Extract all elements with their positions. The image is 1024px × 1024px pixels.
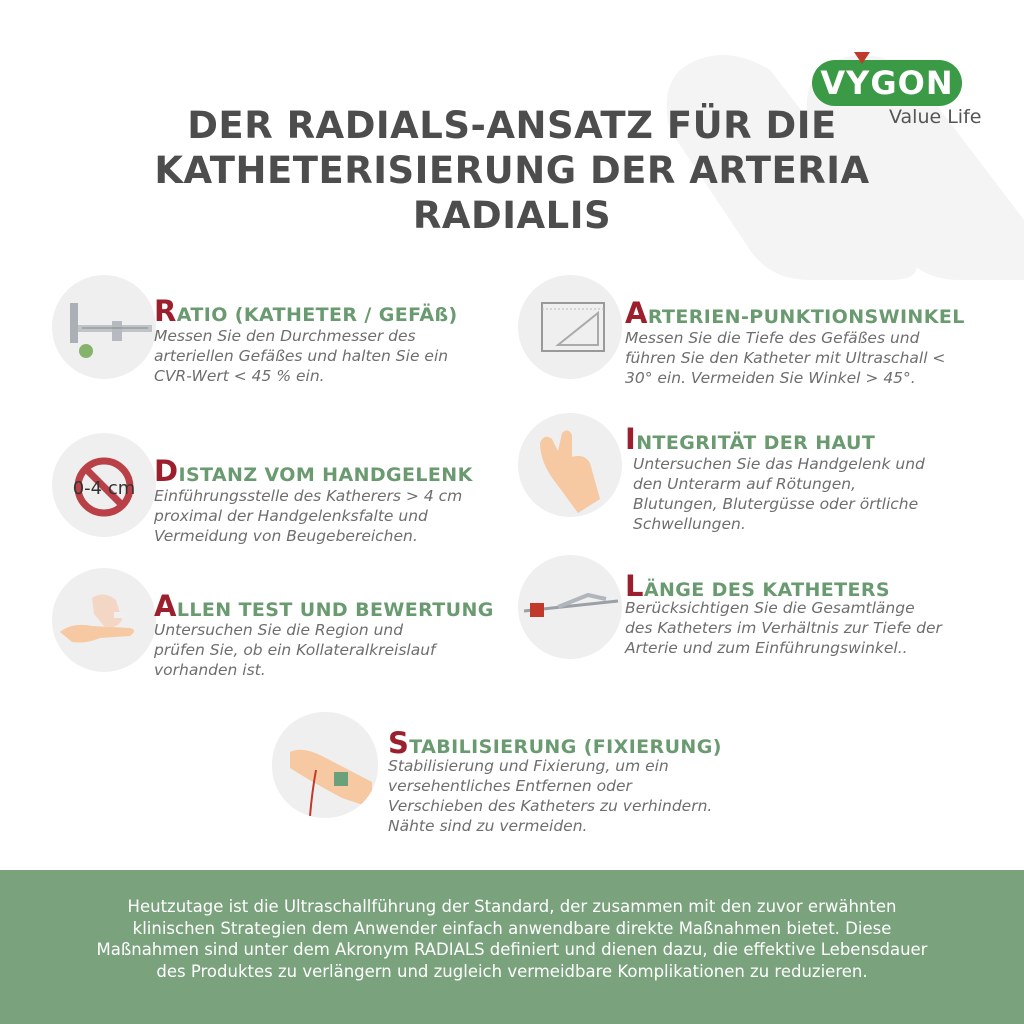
arterien-title: [625, 296, 965, 330]
arm-catheter-icon: [272, 712, 378, 818]
integritaet-title: [625, 422, 875, 456]
ruler-triangle-icon: [518, 275, 622, 379]
distanz-title-text: ISTANZ VOM HANDGELENK: [178, 464, 473, 486]
logo-tagline: Value Life: [889, 106, 982, 128]
catheter-icon: [518, 555, 622, 659]
distanz-description: Einführungsstelle des Katherers > 4 cm proximal der Handgelenksfalte und Vermeidung von Beugebereichen.: [154, 487, 463, 545]
ratio-description: Messen Sie den Durchmesser des arteriellen Gefäßes und halten Sie ein CVR-Wert < 45 % ein.: [154, 327, 449, 385]
arterien-description: Messen Sie die Tiefe des Gefäßes und führen Sie den Katheter mit Ultraschall < 30° ein. Vermeiden Sie Winkel > 45°.: [625, 329, 946, 387]
ratio-title: [154, 294, 458, 328]
no-0-4cm-icon: [52, 433, 156, 537]
integritaet-title-text: NTEGRITÄT DER HAUT: [636, 432, 876, 454]
laenge-description: Berücksichtigen Sie die Gesamtlänge des Katheters im Verhältnis zur Tiefe der Arterie und zum Einführungswinkel..: [625, 599, 942, 657]
laenge-initial: L: [625, 569, 644, 603]
allen-title-text: LLEN TEST UND BEWERTUNG: [176, 599, 494, 621]
arterien-initial: A: [625, 296, 648, 330]
no-0-4cm-label: 0-4 cm: [72, 478, 136, 499]
distanz-title: [154, 454, 473, 488]
distanz-initial: D: [154, 454, 179, 488]
stabilisierung-description: Stabilisierung und Fixierung, um ein versehentliches Entfernen oder Verschieben des Katheters zu verhindern. Nähte sind zu vermeiden.: [388, 757, 713, 835]
laenge-title-text: ÄNGE DES KATHETERS: [643, 579, 890, 601]
caliper-icon: [52, 275, 156, 379]
allen-initial: A: [154, 589, 177, 623]
arterien-title-text: RTERIEN-PUNKTIONSWINKEL: [647, 306, 965, 328]
allen-description: Untersuchen Sie die Region und prüfen Sie, ob ein Kollateralkreislauf vorhanden ist.: [154, 621, 436, 679]
stabilisierung-initial: S: [388, 726, 410, 760]
allen-title: [154, 589, 494, 623]
hands-allen-test-icon: [52, 568, 156, 672]
logo-triangle-icon: [854, 52, 870, 64]
page-title: DER RADIALS-ANSATZ FÜR DIE KATHETERISIERUNG DER ARTERIA RADIALIS: [154, 104, 870, 237]
footer-text: Heutzutage ist die Ultraschallführung der Standard, der zusammen mit den zuvor erwähnten klinischen Strategien dem Anwender einfach anwendbare direkte Maßnahmen bietet. Diese Maßnahmen sind unter dem Akronym RADIALS definiert und dienen dazu, die effektive Lebensdauer des Produktes zu verlängern und zugleich vermeidbare Komplikationen zu reduzieren.: [96, 897, 928, 981]
integritaet-initial: I: [625, 422, 637, 456]
ratio-initial: R: [154, 294, 177, 328]
ratio-title-text: ATIO (KATHETER / GEFÄß): [176, 304, 458, 326]
stabilisierung-title-text: TABILISIERUNG (FIXIERUNG): [409, 736, 722, 758]
stabilisierung-title: [388, 726, 722, 760]
logo-brand: VYGON: [820, 64, 954, 102]
integritaet-description: Untersuchen Sie das Handgelenk und den Unterarm auf Rötungen, Blutungen, Blutergüsse oder örtliche Schwellungen.: [633, 455, 925, 533]
hand-icon: [518, 413, 622, 517]
